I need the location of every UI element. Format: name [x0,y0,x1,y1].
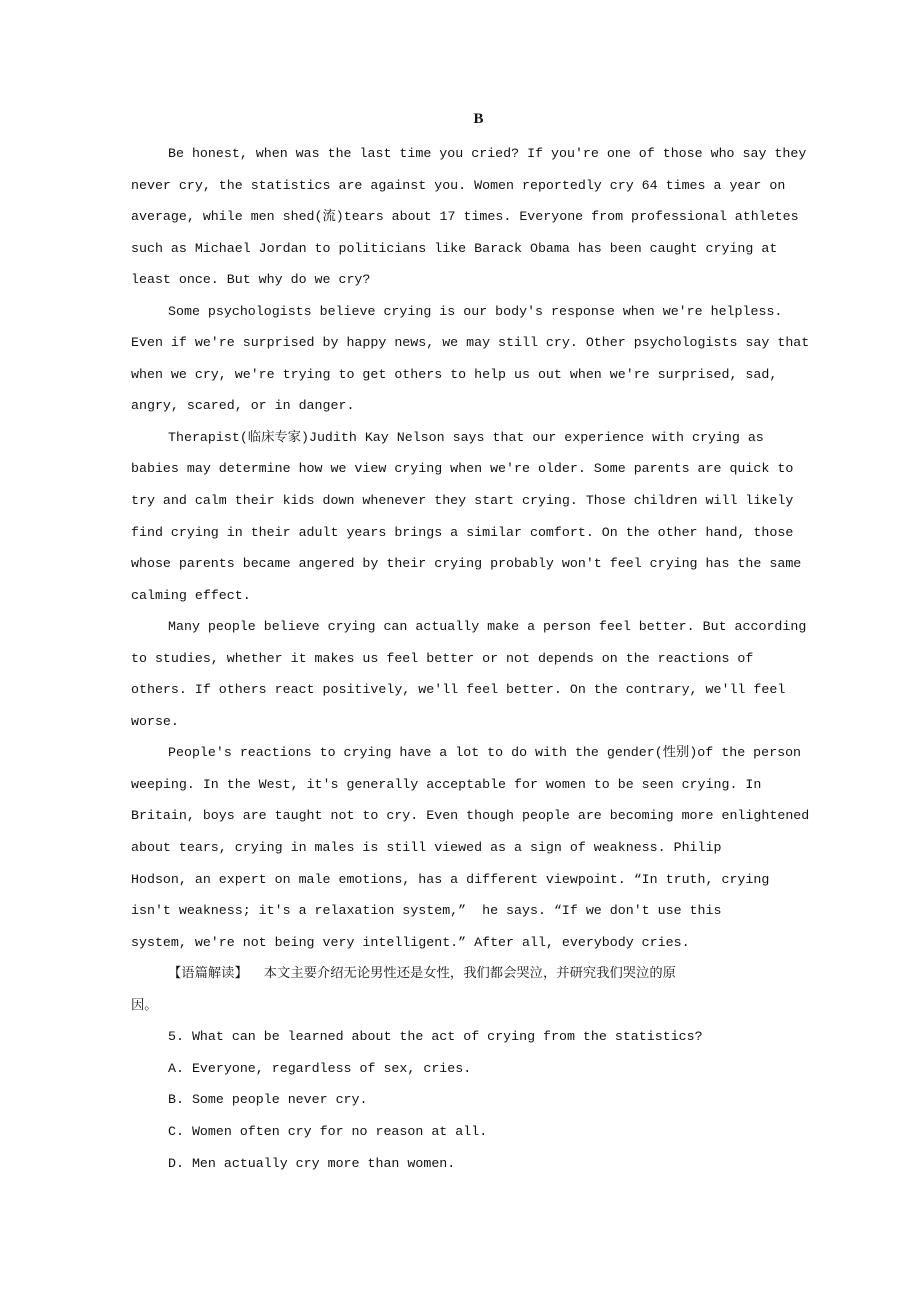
passage-line: Britain, boys are taught not to cry. Even though people are becoming more enlightened [131,808,810,824]
passage-line: worse. [131,713,179,729]
passage-line: least once. But why do we cry? [131,272,371,288]
passage-line: Many people believe crying can actually make a person feel better. But according [168,619,807,635]
passage-line: find crying in their adult years brings a similar comfort. On the other hand, those [131,524,794,540]
passage-line: 【语篇解读】 本文主要介绍无论男性还是女性，我们都会哭泣，并研究我们哭泣的原 [168,966,676,982]
question-line: D. Men actually cry more than women. [168,1155,456,1171]
passage-line: babies may determine how we view crying when we're older. Some parents are quick to [131,461,794,477]
question-line: A. Everyone, regardless of sex, cries. [168,1060,472,1076]
passage-line: Hodson, an expert on male emotions, has a different viewpoint. “In truth, crying [131,871,770,887]
passage-line: average, while men shed(流)tears about 17 times. Everyone from professional athletes [131,209,799,225]
passage-line: system, we're not being very intelligent.” After all, everybody cries. [131,934,690,950]
passage-line: such as Michael Jordan to politicians like Barack Obama has been caught crying at [131,240,778,256]
passage-line: about tears, crying in males is still viewed as a sign of weakness. Philip [131,840,722,856]
passage-line: People's reactions to crying have a lot to do with the gender(性别)of the person [168,745,802,761]
passage-line: try and calm their kids down whenever they start crying. Those children will likely [131,493,794,509]
passage-line: others. If others react positively, we'll feel better. On the contrary, we'll feel [131,682,786,698]
question-line: 5. What can be learned about the act of crying from the statistics? [168,1029,703,1045]
passage-line: when we cry, we're trying to get others to help us out when we're surprised, sad, [131,366,778,382]
passage-line: calming effect. [131,587,251,603]
question-line: B. Some people never cry. [168,1092,368,1108]
passage-line: isn't weakness; it's a relaxation system,” he says. “If we don't use this [131,903,722,919]
passage-line: angry, scared, or in danger. [131,398,355,414]
question-line: C. Women often cry for no reason at all. [168,1123,488,1139]
passage-line: Therapist(临床专家)Judith Kay Nelson says that our experience with crying as [168,429,764,445]
passage-line: to studies, whether it makes us feel better or not depends on the reactions of [131,650,754,666]
passage-line: Be honest, when was the last time you cried? If you're one of those who say they [168,146,807,161]
passage-line: Even if we're surprised by happy news, we may still cry. Other psychologists say that [131,335,810,351]
section-title: B [473,111,484,127]
passage-line: Some psychologists believe crying is our body's response when we're helpless. [168,303,783,319]
passage-line: never cry, the statistics are against you. Women reportedly cry 64 times a year on [131,177,786,193]
passage-line: whose parents became angered by their crying probably won't feel crying has the same [131,556,802,572]
passage-line: weeping. In the West, it's generally acceptable for women to be seen crying. In [131,776,762,792]
passage-line: 因。 [131,997,158,1013]
passage-body [131,143,831,1184]
